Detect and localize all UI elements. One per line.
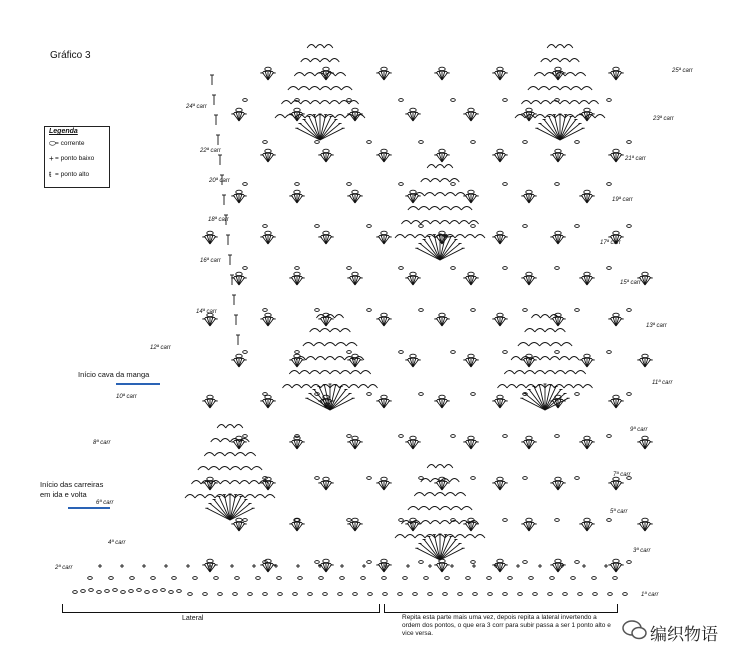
row-label-24: 24ª carr — [186, 104, 207, 110]
row-label-25: 25ª carr — [672, 68, 693, 74]
plus-icon: + — [49, 154, 54, 163]
wechat-icon — [622, 619, 648, 641]
row-label-5: 5ª carr — [610, 509, 628, 515]
rows-start-note-line2: em ida e volta — [40, 490, 87, 499]
row-label-9: 9ª carr — [630, 427, 648, 433]
row-label-6: 6ª carr — [96, 500, 114, 506]
legend-item-chain: ⬭ = corrente — [49, 139, 85, 148]
row-label-16: 16ª carr — [200, 258, 221, 264]
repeat-instructions: Repita esta parte mais uma vez, depois repita a lateral invertendo a ordem dos pontos, o que era 3 corr para subir passa a ser 1 ponto alto e vice versa. — [402, 614, 611, 637]
row-label-20: 20ª carr — [209, 178, 230, 184]
watermark-text: 编织物语 — [650, 625, 718, 645]
legend-item-single-crochet: + = ponto baixo — [49, 154, 95, 163]
legend-item-double-crochet: ŧ = ponto alto — [49, 170, 90, 179]
row-label-13: 13ª carr — [646, 323, 667, 329]
row-label-11: 11ª carr — [652, 380, 673, 386]
row-label-14: 14ª carr — [196, 309, 217, 315]
rows-start-underline — [68, 507, 110, 509]
row-label-23: 23ª carr — [653, 116, 674, 122]
row-label-3: 3ª carr — [633, 548, 651, 554]
row-label-15: 15ª carr — [620, 280, 641, 286]
legend-box — [44, 126, 110, 188]
row-label-7: 7ª carr — [613, 472, 631, 478]
repeat-bracket — [384, 604, 618, 613]
lateral-bracket — [62, 604, 380, 613]
row-label-17: 17ª carr — [600, 240, 621, 246]
row-label-21: 21ª carr — [625, 156, 646, 162]
chart-title: Gráfico 3 — [50, 50, 91, 61]
row-label-18: 18ª carr — [208, 217, 229, 223]
watermark — [620, 618, 744, 644]
armhole-underline — [116, 383, 160, 385]
lateral-label: Lateral — [182, 615, 204, 622]
double-crochet-icon: ŧ — [49, 170, 52, 179]
row-label-12: 12ª carr — [150, 345, 171, 351]
legend-title: Legenda — [49, 128, 78, 135]
row-label-22: 22ª carr — [200, 148, 221, 154]
row-label-4: 4ª carr — [108, 540, 126, 546]
row-label-19: 19ª carr — [612, 197, 633, 203]
armhole-note: Início cava da manga — [78, 370, 150, 379]
row-label-10: 10ª carr — [116, 394, 137, 400]
rows-start-note-line1: Início das carreiras — [40, 480, 104, 489]
row-label-1: 1ª carr — [641, 592, 659, 598]
chain-oval-icon: ⬭ — [49, 139, 56, 148]
row-label-8: 8ª carr — [93, 440, 111, 446]
row-label-2: 2ª carr — [55, 565, 73, 571]
